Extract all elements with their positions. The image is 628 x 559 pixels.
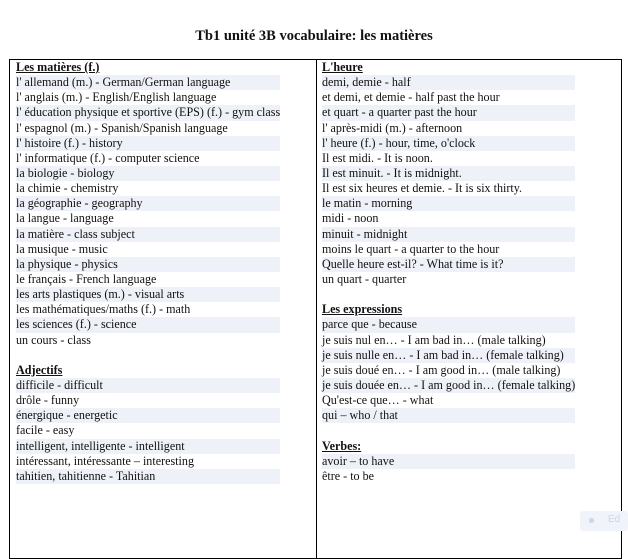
vocab-line: avoir – to have <box>322 454 575 469</box>
vocab-line: moins le quart - a quarter to the hour <box>322 241 500 256</box>
vocab-line: la chimie - chemistry <box>16 181 119 196</box>
vocab-line: la langue - language <box>16 211 114 226</box>
vocab-line: l' heure (f.) - hour, time, o'clock <box>322 136 575 151</box>
vocab-line: l' espagnol (m.) - Spanish/Spanish language <box>16 120 228 135</box>
vocab-line: le français - French language <box>16 271 157 286</box>
vocab-line: l' éducation physique et sportive (EPS) (f.) - gym class <box>16 105 281 120</box>
vocab-line: difficile - difficult <box>16 378 280 393</box>
vocab-line: facile - easy <box>16 423 75 438</box>
spacer <box>16 348 280 363</box>
vocab-line: Il est minuit. - It is midnight. <box>322 166 575 181</box>
vocab-line: tahitien, tahitienne - Tahitian <box>16 469 280 484</box>
vocab-line: la matière - class subject <box>16 227 280 242</box>
vocab-line: les mathématiques/maths (f.) - math <box>16 302 191 317</box>
vocab-line: être - to be <box>322 468 375 483</box>
vocabulary-table <box>9 59 622 559</box>
vocab-line: la géographie - geography <box>16 196 280 211</box>
vocab-line: un cours - class <box>16 332 91 347</box>
vocab-line: qui – who / that <box>322 408 575 423</box>
section-heading-adjectifs: Adjectifs <box>16 362 63 377</box>
section-heading-heure: L'heure <box>322 60 363 74</box>
vocab-line: la physique - physics <box>16 257 280 272</box>
section-heading-verbes: Verbes: <box>322 438 362 453</box>
vocab-line: les sciences (f.) - science <box>16 317 280 332</box>
vocab-line: et demi, et demie - half past the hour <box>322 90 500 105</box>
vocab-line: la musique - music <box>16 241 108 256</box>
vocab-line: l' anglais (m.) - English/English language <box>16 90 217 105</box>
watermark-icon <box>589 518 594 523</box>
watermark-text: Ed <box>608 514 621 525</box>
vocab-line: Quelle heure est-il? - What time is it? <box>322 257 575 272</box>
vocab-line: énergique - energetic <box>16 408 280 423</box>
vocab-line: drôle - funny <box>16 393 80 408</box>
vocab-line: midi - noon <box>322 211 379 226</box>
spacer <box>322 287 575 302</box>
vocab-line: et quart - a quarter past the hour <box>322 105 575 120</box>
vocab-line: demi, demie - half <box>322 75 575 90</box>
vocab-line: intelligent, intelligente - intelligent <box>16 439 280 454</box>
vocab-line: Qu'est-ce que… - what <box>322 393 434 408</box>
section-heading-matieres: Les matières (f.) <box>16 60 100 74</box>
vocab-line: je suis nul en… - I am bad in… (male talking) <box>322 332 546 347</box>
vocab-line: l' allemand (m.) - German/German language <box>16 75 280 90</box>
page-title: Tb1 unité 3B vocabulaire: les matières <box>195 28 433 44</box>
vocab-line: je suis douée en… - I am good in… (female talking) <box>322 377 576 392</box>
vocab-line: l' histoire (f.) - history <box>16 136 280 151</box>
vocab-line: je suis doué en… - I am good in… (male talking) <box>322 362 561 377</box>
right-column <box>322 60 575 484</box>
vocab-line: la biologie - biology <box>16 166 280 181</box>
vocab-line: Il est six heures et demie. - It is six thirty. <box>322 181 523 196</box>
watermark <box>580 511 628 531</box>
vocab-line: un quart - quarter <box>322 271 407 286</box>
vocab-line: le matin - morning <box>322 196 575 211</box>
vocab-line: je suis nulle en… - I am bad in… (female talking) <box>322 348 575 363</box>
vocab-line: parce que - because <box>322 317 575 332</box>
vocab-line: l' après-midi (m.) - afternoon <box>322 120 463 135</box>
section-heading-expressions: Les expressions <box>322 302 403 317</box>
vocab-line: Il est midi. - It is noon. <box>322 150 433 165</box>
vocab-line: minuit - midnight <box>322 227 575 242</box>
vocab-line: l' informatique (f.) - computer science <box>16 150 200 165</box>
spacer <box>322 423 575 438</box>
vocab-line: les arts plastiques (m.) - visual arts <box>16 287 280 302</box>
column-divider <box>316 60 317 558</box>
vocab-line: intéressant, intéressante – interesting <box>16 453 194 468</box>
left-column <box>16 60 280 484</box>
